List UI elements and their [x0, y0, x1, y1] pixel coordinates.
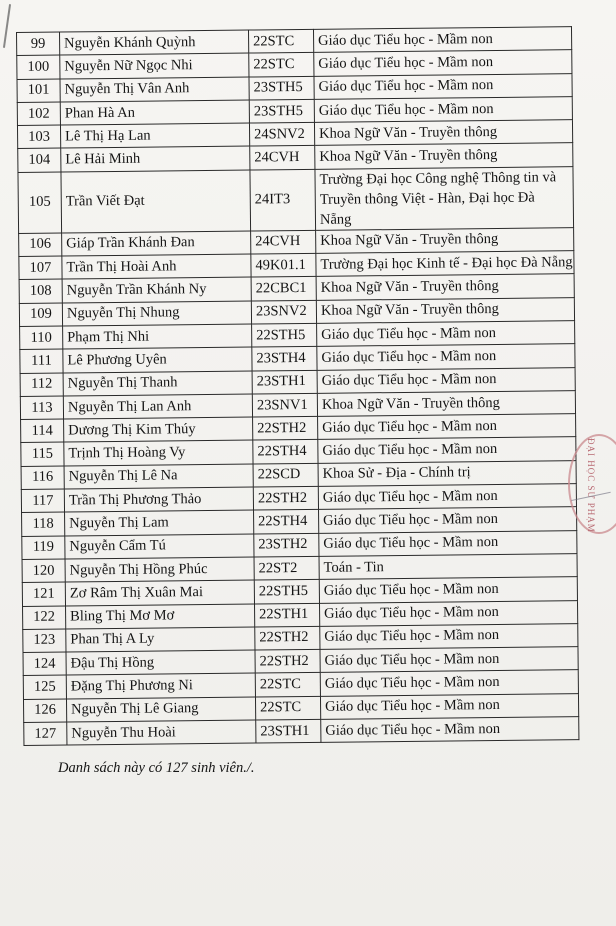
row-number: 101 — [17, 79, 60, 103]
row-number: 121 — [22, 582, 65, 606]
class-code: 22SCD — [253, 463, 318, 487]
class-code: 23STH5 — [249, 99, 314, 123]
faculty-name: Giáo dục Tiểu học - Mầm non — [319, 600, 577, 626]
row-number: 117 — [21, 489, 64, 513]
class-code: 23STH4 — [252, 347, 317, 371]
row-number: 116 — [21, 466, 64, 490]
row-number: 112 — [20, 373, 63, 397]
row-number: 110 — [20, 326, 63, 350]
student-name: Lê Hải Minh — [61, 147, 250, 172]
student-name: Đậu Thị Hồng — [66, 650, 255, 675]
faculty-name: Giáo dục Tiểu học - Mầm non — [314, 50, 572, 76]
faculty-name: Khoa Ngữ Văn - Truyền thông — [317, 391, 575, 417]
faculty-name: Toán - Tin — [319, 554, 577, 580]
row-number: 103 — [17, 125, 60, 149]
student-name: Phạm Thị Nhi — [63, 324, 252, 349]
class-code: 24IT3 — [250, 169, 316, 231]
faculty-name: Giáo dục Tiểu học - Mầm non — [321, 717, 579, 743]
class-code: 22STC — [255, 673, 320, 697]
student-name: Nguyễn Thị Lan Anh — [63, 394, 252, 419]
student-roster-table — [16, 26, 579, 746]
class-code: 22STC — [255, 696, 320, 720]
class-code: 22ST2 — [254, 556, 319, 580]
student-name: Bling Thị Mơ Mơ — [66, 604, 255, 629]
row-number: 109 — [19, 303, 62, 327]
student-name: Phan Hà An — [60, 100, 249, 125]
faculty-name: Giáo dục Tiểu học - Mầm non — [314, 97, 572, 123]
faculty-name: Trường Đại học Kinh tế - Đại học Đà Nẵng — [316, 251, 574, 277]
row-number: 126 — [23, 699, 66, 723]
class-code: 23STH2 — [254, 533, 319, 557]
row-number: 119 — [22, 536, 65, 560]
class-code: 22CBC1 — [251, 277, 316, 301]
row-number: 111 — [20, 349, 63, 373]
faculty-name: Giáo dục Tiểu học - Mầm non — [318, 484, 576, 510]
student-name: Nguyễn Thị Nhung — [62, 301, 251, 326]
student-name: Đặng Thị Phương Ni — [66, 673, 255, 698]
row-number: 105 — [18, 172, 62, 233]
faculty-name: Giáo dục Tiểu học - Mầm non — [319, 507, 577, 533]
class-code: 22STH2 — [255, 626, 320, 650]
class-code: 22STH4 — [253, 440, 318, 464]
student-name: Lê Phương Uyên — [63, 347, 252, 372]
faculty-name: Khoa Ngữ Văn - Truyền thông — [315, 143, 573, 169]
row-number: 99 — [17, 32, 60, 56]
faculty-name: Giáo dục Tiểu học - Mầm non — [319, 577, 577, 603]
row-number: 124 — [23, 652, 66, 676]
row-number: 100 — [17, 55, 60, 79]
student-name: Trần Thị Phương Thảo — [64, 487, 253, 512]
student-name: Nguyễn Nữ Ngọc Nhi — [60, 53, 249, 78]
faculty-name: Giáo dục Tiểu học - Mầm non — [313, 27, 571, 53]
student-name: Nguyễn Thị Thanh — [63, 371, 252, 396]
row-number: 122 — [23, 606, 66, 630]
class-code: 23SNV2 — [251, 300, 316, 324]
student-name: Nguyễn Trần Khánh Ny — [62, 277, 251, 302]
faculty-name: Giáo dục Tiểu học - Mầm non — [317, 367, 575, 393]
faculty-name: Giáo dục Tiểu học - Mầm non — [320, 670, 578, 696]
student-name: Nguyễn Thị Lê Na — [64, 464, 253, 489]
class-code: 22STH2 — [253, 486, 318, 510]
table-row — [24, 717, 579, 746]
student-name: Giáp Trần Khánh Đan — [62, 231, 251, 256]
footer-note: Danh sách này có 127 sinh viên./. — [58, 760, 255, 776]
class-code: 22STH5 — [254, 580, 319, 604]
row-number: 107 — [19, 256, 62, 280]
table-row — [18, 166, 574, 233]
row-number: 113 — [20, 396, 63, 420]
row-number: 104 — [18, 149, 61, 173]
student-name: Nguyễn Thị Lê Giang — [66, 697, 255, 722]
faculty-name: Giáo dục Tiểu học - Mầm non — [317, 344, 575, 370]
faculty-name: Giáo dục Tiểu học - Mầm non — [318, 414, 576, 440]
class-code: 22STH5 — [252, 323, 317, 347]
class-code: 23STH1 — [256, 719, 321, 743]
student-name: Nguyễn Thu Hoài — [67, 720, 256, 745]
faculty-name: Giáo dục Tiểu học - Mầm non — [317, 321, 575, 347]
faculty-name: Giáo dục Tiểu học - Mầm non — [320, 647, 578, 673]
student-name: Nguyễn Khánh Quỳnh — [60, 30, 249, 55]
row-number: 120 — [22, 559, 65, 583]
student-name: Nguyễn Thị Lam — [65, 510, 254, 535]
class-code: 22STH1 — [254, 603, 319, 627]
faculty-name: Khoa Ngữ Văn - Truyền thông — [316, 227, 574, 253]
student-name: Dương Thị Kim Thúy — [64, 417, 253, 442]
faculty-name: Khoa Sử - Địa - Chính trị — [318, 460, 576, 486]
page-edge-mark — [3, 4, 11, 48]
faculty-name: Khoa Ngữ Văn - Truyền thông — [314, 120, 572, 146]
class-code: 23SNV1 — [252, 393, 317, 417]
row-number: 106 — [19, 233, 62, 257]
student-name: Nguyễn Thị Vân Anh — [60, 77, 249, 102]
class-code: 24CVH — [251, 230, 316, 254]
student-name: Trịnh Thị Hoàng Vy — [64, 440, 253, 465]
row-number: 114 — [21, 419, 64, 443]
class-code: 22STC — [248, 29, 313, 53]
student-name: Trần Thị Hoài Anh — [62, 254, 251, 279]
student-name: Phan Thị A Ly — [66, 627, 255, 652]
row-number: 115 — [21, 442, 64, 466]
class-code: 22STH4 — [254, 510, 319, 534]
class-code: 23STH1 — [252, 370, 317, 394]
student-name: Trần Viết Đạt — [61, 170, 251, 233]
faculty-name: Giáo dục Tiểu học - Mầm non — [314, 73, 572, 99]
row-number: 125 — [23, 675, 66, 699]
class-code: 49K01.1 — [251, 253, 316, 277]
row-number: 127 — [24, 722, 67, 746]
class-code: 22STH2 — [253, 417, 318, 441]
faculty-name: Khoa Ngữ Văn - Truyền thông — [316, 297, 574, 323]
class-code: 24SNV2 — [249, 123, 314, 147]
roster-body — [17, 27, 579, 746]
student-name: Nguyễn Cẩm Tú — [65, 534, 254, 559]
faculty-name: Giáo dục Tiểu học - Mầm non — [319, 530, 577, 556]
student-name: Lê Thị Hạ Lan — [60, 123, 249, 148]
faculty-name: Giáo dục Tiểu học - Mầm non — [320, 693, 578, 719]
faculty-name: Giáo dục Tiểu học - Mầm non — [318, 437, 576, 463]
faculty-name: Khoa Ngữ Văn - Truyền thông — [316, 274, 574, 300]
row-number: 118 — [22, 512, 65, 536]
row-number: 123 — [23, 629, 66, 653]
stamp-text: ĐẠI HỌC SƯ PHẠM — [586, 438, 596, 533]
row-number: 108 — [19, 279, 62, 303]
student-name: Zơ Râm Thị Xuân Mai — [65, 580, 254, 605]
row-number: 102 — [17, 102, 60, 126]
class-code: 24CVH — [250, 146, 315, 170]
faculty-name: Giáo dục Tiểu học - Mầm non — [320, 623, 578, 649]
faculty-name: Trường Đại học Công nghệ Thông tin và Truyền thông Việt - Hàn, Đại học Đà Nẵng — [315, 166, 574, 230]
class-code: 23STH5 — [249, 76, 314, 100]
class-code: 22STC — [249, 53, 314, 77]
class-code: 22STH2 — [255, 649, 320, 673]
student-name: Nguyễn Thị Hồng Phúc — [65, 557, 254, 582]
